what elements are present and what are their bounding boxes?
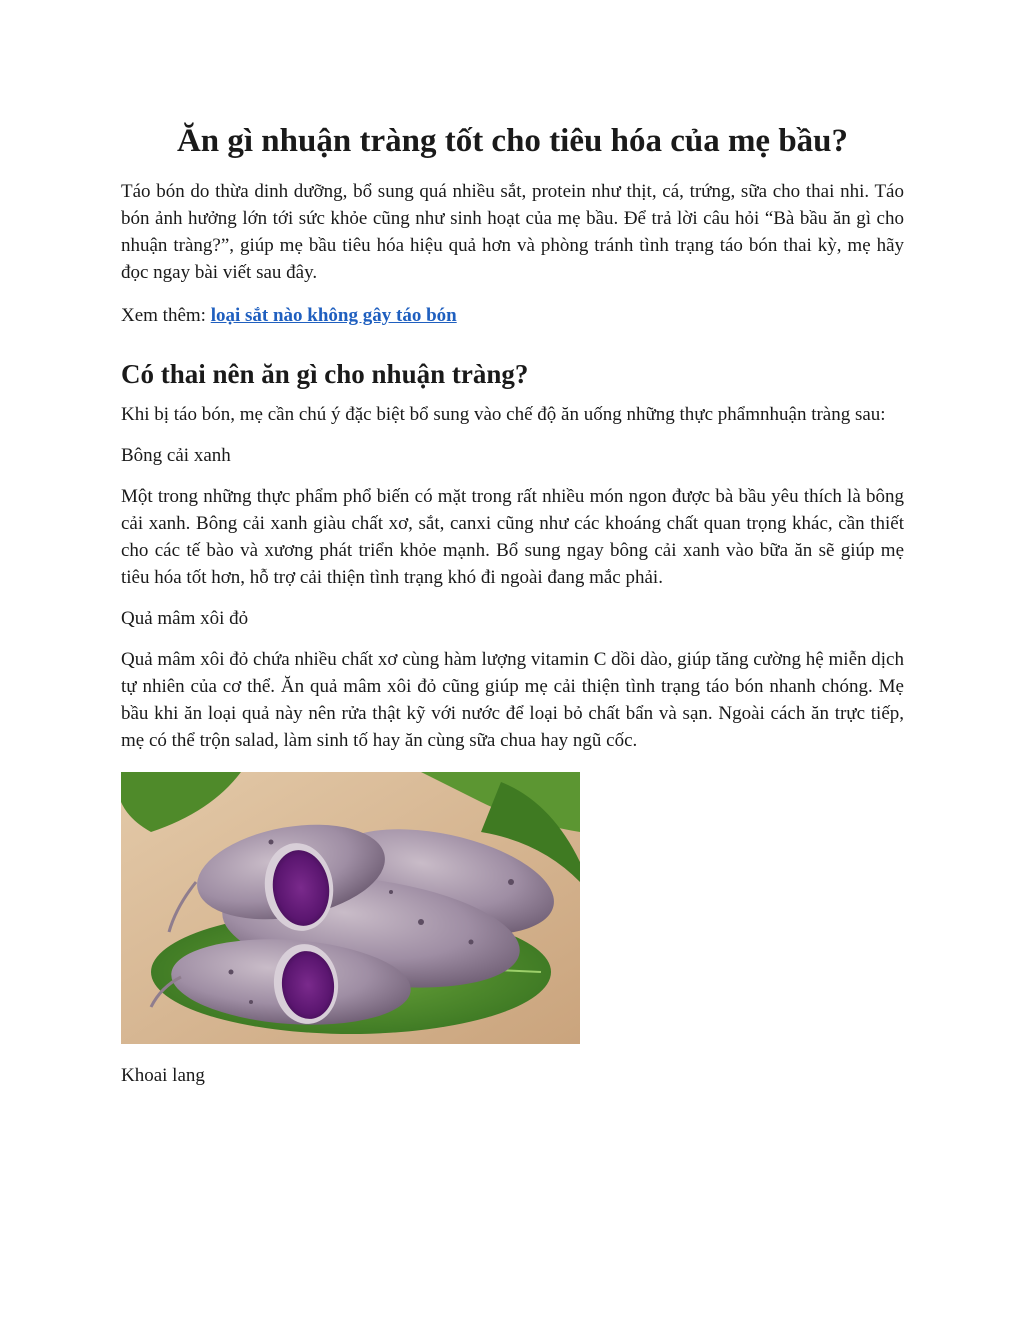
see-more-line [121, 302, 904, 329]
document-page [121, 118, 904, 1089]
item-text-raspberry: Quả mâm xôi đỏ chứa nhiều chất xơ cùng hàm lượng vitamin C dồi dào, giúp tăng cường hệ miễn dịch tự nhiên của cơ thể. Ăn quả mâm xôi đỏ cũng giúp mẹ cải thiện tình trạng táo bón nhanh chóng. Mẹ bầu khi ăn loại quả này nên rửa thật kỹ với nước để loại bỏ chất bẩn và sạn. Ngoài cách ăn trực tiếp, mẹ có thể trộn salad, làm sinh tố hay ăn cùng sữa chua hay ngũ cốc. [121, 649, 904, 751]
section-lead: Khi bị táo bón, mẹ cần chú ý đặc biệt bổ sung vào chế độ ăn uống những thực phẩmnhuận tràng sau: [121, 404, 886, 425]
photo-caption: Khoai lang [121, 1065, 205, 1086]
section-heading: Có thai nên ăn gì cho nhuận tràng? [121, 359, 529, 389]
page-title: Ăn gì nhuận tràng tốt cho tiêu hóa của mẹ bầu? [176, 123, 849, 159]
item-name-broccoli: Bông cải xanh [121, 445, 231, 466]
sweet-potato-photo [121, 772, 580, 1044]
item-name-raspberry: Quả mâm xôi đỏ [121, 608, 249, 629]
see-more-prefix: Xem thêm: [121, 305, 211, 326]
see-more-link[interactable]: loại sắt nào không gây táo bón [210, 305, 457, 326]
item-text-broccoli: Một trong những thực phẩm phổ biến có mặt trong rất nhiều món ngon được bà bầu yêu thích là bông cải xanh. Bông cải xanh giàu chất xơ, sắt, canxi cũng như các khoáng chất quan trọng khác, cần thiết cho các tế bào và xương phát triển khỏe mạnh. Bổ sung ngay bông cải xanh vào bữa ăn sẽ giúp mẹ tiêu hóa tốt hơn, hỗ trợ cải thiện tình trạng khó đi ngoài đang mắc phải. [121, 486, 904, 588]
intro-paragraph: Táo bón do thừa dinh dưỡng, bổ sung quá nhiều sắt, protein như thịt, cá, trứng, sữa cho thai nhi. Táo bón ảnh hưởng lớn tới sức khỏe cũng như sinh hoạt của mẹ bầu. Để trả lời câu hỏi “Bà bầu ăn gì cho nhuận tràng?”, giúp mẹ bầu tiêu hóa hiệu quả hơn và phòng tránh tình trạng táo bón thai kỳ, mẹ hãy đọc ngay bài viết sau đây. [121, 181, 904, 283]
